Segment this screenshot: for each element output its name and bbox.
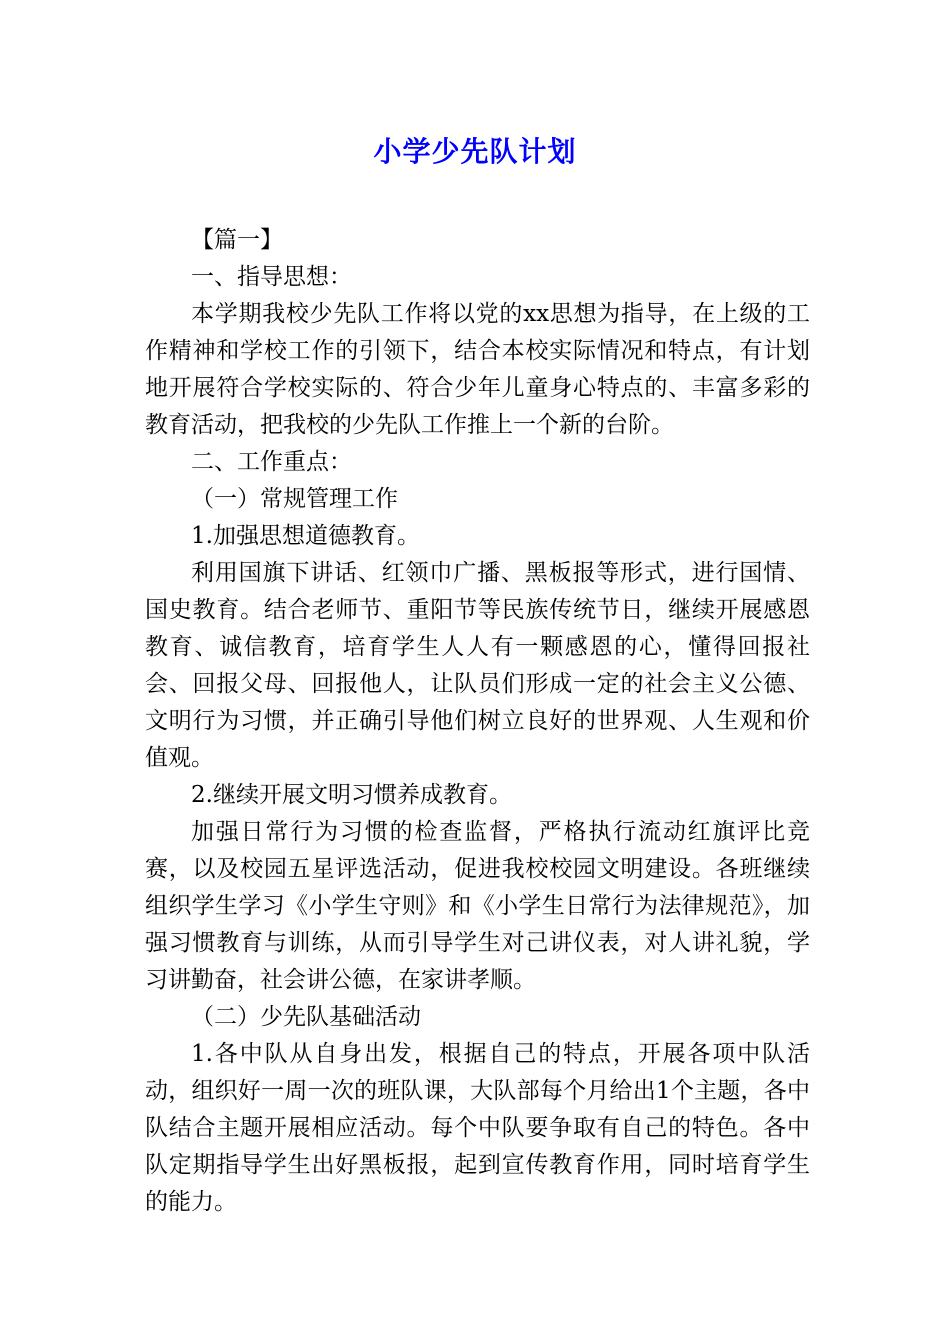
paragraph-guiding-ideology: 本学期我校少先队工作将以党的xx思想为指导，在上级的工作精神和学校工作的引领下，结合本校实际情况和特点，有计划地开展符合学校实际的、符合少年儿童身心特点的、丰富多彩的教育活动，把我校的少先队工作推上一个新的台阶。: [145, 301, 810, 438]
item-moral-education-heading: 1.加强思想道德教育。: [191, 523, 420, 549]
heading-guiding-ideology: 一、指导思想：: [191, 264, 352, 290]
subheading-basic-activities: （二）少先队基础活动: [191, 1004, 421, 1030]
paragraph-squad-activities: 1.各中队从自身出发，根据自己的特点，开展各项中队活动，组织好一周一次的班队课，大队部每个月给出1个主题，各中队结合主题开展相应活动。每个中队要争取有自己的特色。各中队定期指导学生出好黑板报，起到宣传教育作用，同时培育学生的能力。: [145, 1041, 810, 1215]
document-title: 小学少先队计划: [373, 135, 577, 168]
subheading-routine-management: （一）常规管理工作: [191, 486, 398, 512]
item-civilized-habits-heading: 2.继续开展文明习惯养成教育。: [191, 782, 512, 808]
paragraph-civilized-habits: 加强日常行为习惯的检查监督，严格执行流动红旗评比竞赛，以及校园五星评选活动，促进我校校园文明建设。各班继续组织学生学习《小学生守则》和《小学生日常行为法律规范》，加强习惯教育与训练，从而引导学生对己讲仪表，对人讲礼貌，学习讲勤奋，社会讲公德，在家讲孝顺。: [145, 819, 810, 993]
section-marker-pian-yi: 【篇一】: [191, 227, 283, 253]
document-body: [145, 222, 810, 1221]
paragraph-moral-education: 利用国旗下讲话、红领巾广播、黑板报等形式，进行国情、国史教育。结合老师节、重阳节等民族传统节日，继续开展感恩教育、诚信教育，培育学生人人有一颗感恩的心，懂得回报社会、回报父母、回报他人，让队员们形成一定的社会主义公德、文明行为习惯，并正确引导他们树立良好的世界观、人生观和价值观。: [145, 560, 810, 771]
heading-work-focus: 二、工作重点：: [191, 449, 352, 475]
